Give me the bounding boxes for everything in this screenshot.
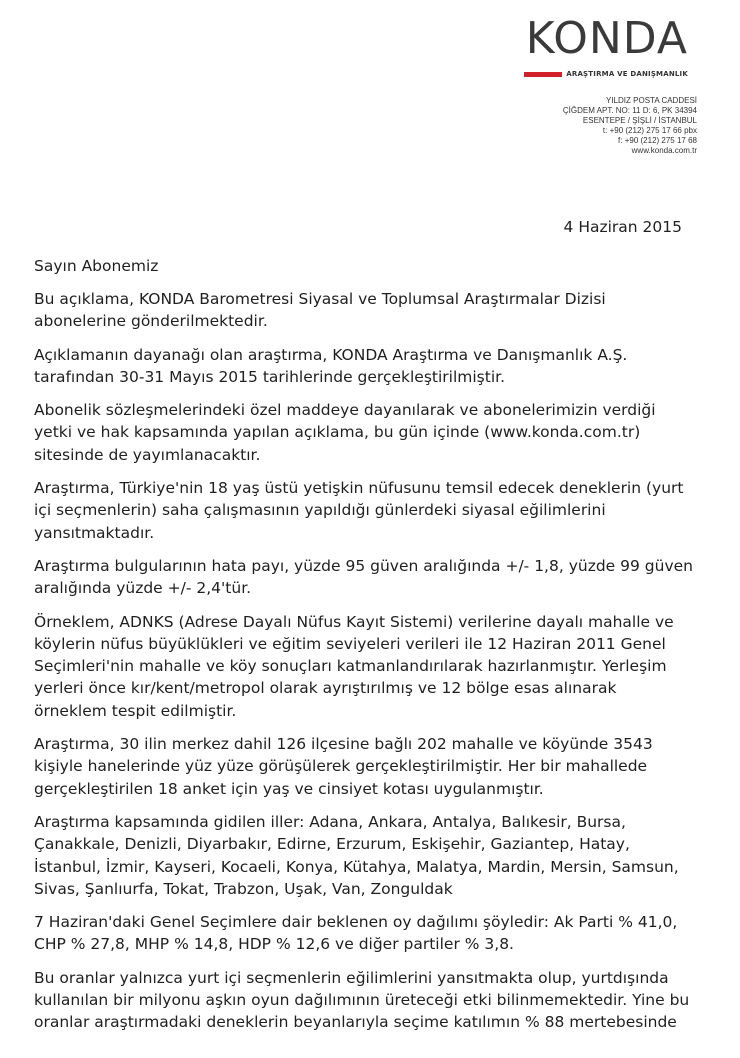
paragraph: Araştırma bulgularının hata payı, yüzde 95 güven aralığında +/- 1,8, yüzde 99 güven aralığında yüzde +/- 2,4'tür.: [34, 556, 693, 598]
salutation: Sayın Abonemiz: [34, 257, 159, 275]
paragraph: Araştırma, Türkiye'nin 18 yaş üstü yetişkin nüfusunu temsil edecek deneklerin (yurt içi seçmenlerin) saha çalışmasının yapıldığı günlerdeki siyasal eğilimlerini yansıtmaktadır.: [34, 479, 684, 542]
paragraph: Abonelik sözleşmelerindeki özel maddeye dayanılarak ve abonelerimizin verdiği yetki ve hak kapsamında yapılan açıklama, bu gün içinde (www.konda.com.tr) sitesinde de yayımlanacaktır.: [34, 401, 656, 464]
letter-date: 4 Haziran 2015: [563, 218, 682, 236]
paragraph: 7 Haziran'daki Genel Seçimlere dair beklenen oy dağılımı şöyledir: Ak Parti % 41,0, CHP % 27,8, MHP % 14,8, HDP % 12,6 ve diğer partiler % 3,8.: [34, 913, 678, 954]
paragraph: Örneklem, ADNKS (Adrese Dayalı Nüfus Kayıt Sistemi) verilerine dayalı mahalle ve köylerin nüfus büyüklükleri ve eğitim seviyeleri verileri ile 12 Haziran 2011 Genel Seçimleri'nin mahalle ve köy sonuçları katmanlandırılarak hazırlanmıştır. Yerleşim yerleri önce kır/kent/metropol olarak ayrıştırılmış ve 12 bölge esas alınarak örneklem tespit edilmiştir.: [34, 612, 674, 720]
logo-wordmark: KONDA: [525, 13, 688, 64]
fax-line: f: +90 (212) 275 17 68: [618, 136, 697, 145]
address-line: ESENTEPE / ŞİŞLİ / İSTANBUL: [582, 116, 697, 125]
paragraph: Bu açıklama, KONDA Barometresi Siyasal ve Toplumsal Araştırmalar Dizisi abonelerine gönderilmektedir.: [34, 290, 606, 331]
paragraph: Araştırma kapsamında gidilen iller: Adana, Ankara, Antalya, Balıkesir, Bursa, Çanakkale, Denizli, Diyarbakır, Edirne, Erzurum, Eskişehir, Gaziantep, Hatay, İstanbul, İzmir, Kayseri, Kocaeli, Konya, Kütahya, Malatya, Mardin, Mersin, Samsun, Sivas, Şanlıurfa, Tokat, Trabzon, Uşak, Van, Zonguldak: [34, 812, 679, 898]
company-logo: [488, 14, 688, 78]
company-address: [563, 96, 697, 156]
paragraph: Araştırma, 30 ilin merkez dahil 126 ilçesine bağlı 202 mahalle ve köyünde 3543 kişiyle hanelerinde yüz yüze görüşülerek gerçekleştirilmiştir. Her bir mahallede gerçekleştirilen 18 anket için yaş ve cinsiyet kotası uygulanmıştır.: [34, 735, 653, 798]
paragraph: Bu oranlar yalnızca yurt içi seçmenlerin eğilimlerini yansıtmakta olup, yurtdışında kullanılan bir milyonu aşkın oyun dağılımının üreteceği etki bilinmemektedir. Yine bu oranlar araştırmadaki deneklerin beyanlarıyla seçime katılımın % 88 mertebesinde: [34, 968, 690, 1032]
letter-body: [34, 255, 694, 1045]
address-line: ÇİĞDEM APT. NO: 11 D: 6, PK 34394: [562, 106, 697, 115]
address-line: YILDIZ POSTA CADDESİ: [606, 96, 697, 105]
paragraph: Açıklamanın dayanağı olan araştırma, KONDA Araştırma ve Danışmanlık A.Ş. tarafından 30-31 Mayıs 2015 tarihlerinde gerçekleştirilmiştir.: [34, 345, 628, 386]
logo-tagline-row: [488, 70, 688, 78]
phone-line: t: +90 (212) 275 17 66 pbx: [602, 126, 697, 135]
website-line: www.konda.com.tr: [631, 146, 697, 155]
logo-accent-bar: [524, 72, 562, 77]
logo-tagline: ARAŞTIRMA VE DANIŞMANLIK: [566, 70, 688, 78]
